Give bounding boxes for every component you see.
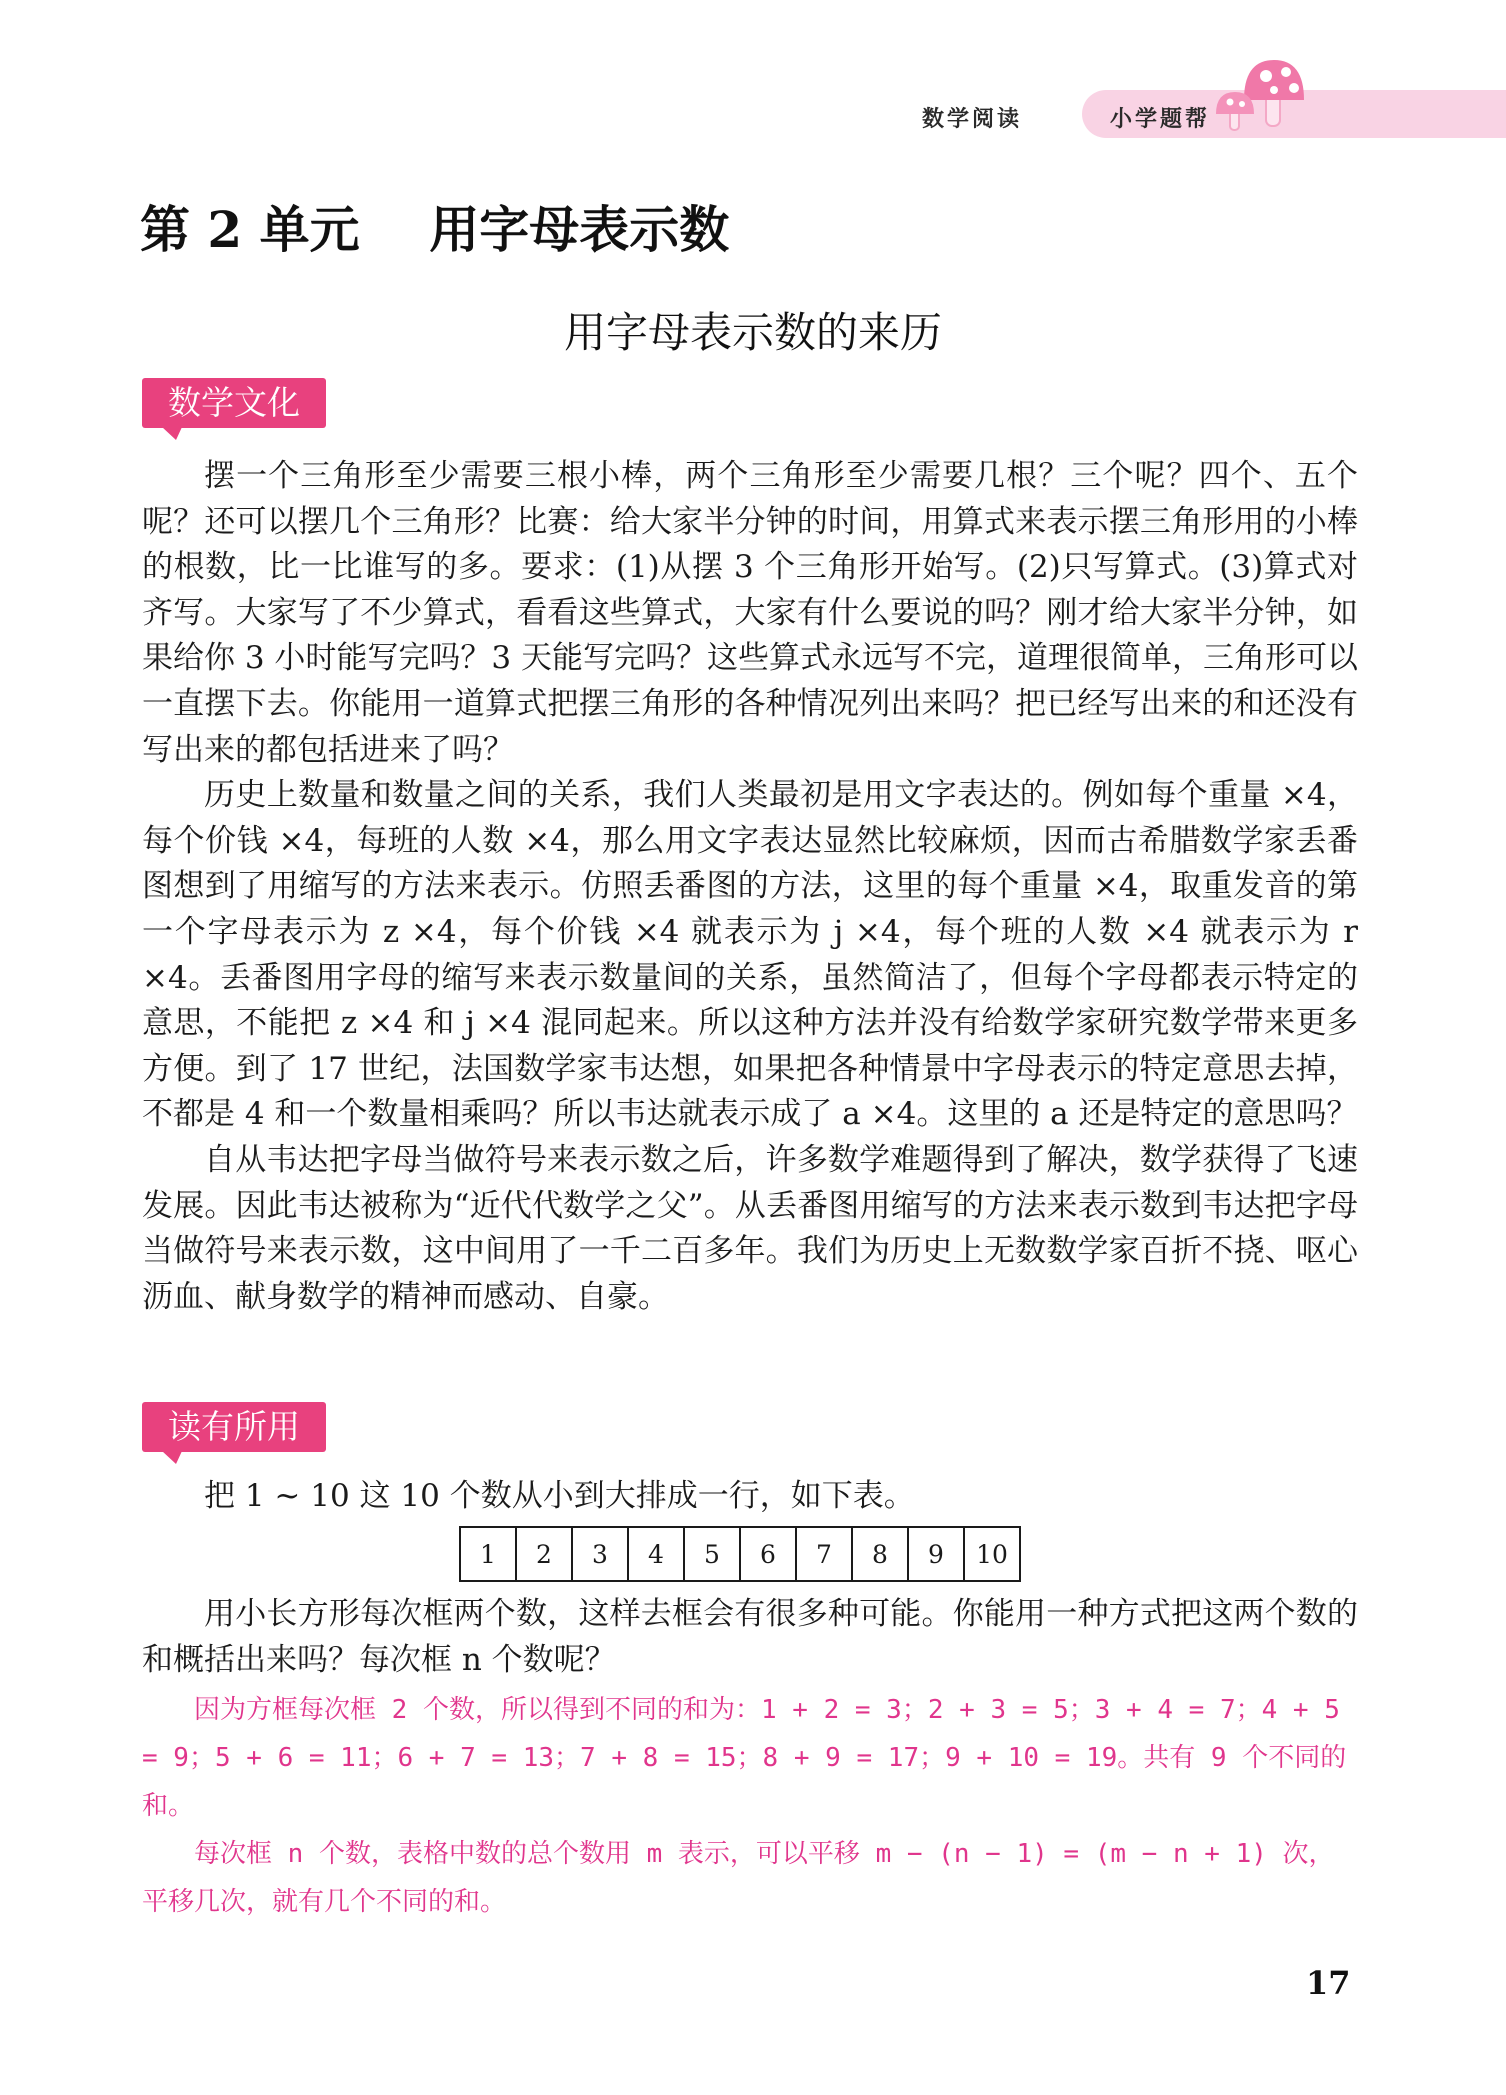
table-cell: 2 [516, 1527, 572, 1581]
table-cell: 7 [796, 1527, 852, 1581]
page-number: 17 [1306, 1964, 1351, 2002]
usage-intro: 把 1 ~ 10 这 10 个数从小到大排成一行，如下表。 [204, 1478, 915, 1514]
usage-question: 用小长方形每次框两个数，这样去框会有很多种可能。你能用一种方式把这两个数的和概括出来吗？每次框 n 个数呢？ [142, 1596, 1358, 1678]
culture-paragraph: 摆一个三角形至少需要三根小棒，两个三角形至少需要几根？三个呢？四个、五个呢？还可以摆几个三角形？比赛：给大家半分钟的时间，用算式来表示摆三角形用的小棒的根数，比一比谁写的多。要求：(1)从摆 3 个三角形开始写。(2)只写算式。(3)算式对齐写。大家写了不少算式，看看这些算式，大家有什么要说的吗？刚才给大家半分钟，如果给你 3 小时能写完吗？3 天能写完吗？这些算式永远写不完，道理很简单，三角形可以一直摆下去。你能用一道算式把摆三角形的各种情况列出来吗？把已经写出来的和还没有写出来的都包括进来了吗？ [142, 458, 1359, 768]
table-row [460, 1527, 1020, 1581]
header-tab-label: 小学题帮 [1110, 107, 1211, 132]
table-cell: 9 [908, 1527, 964, 1581]
culture-paragraph: 历史上数量和数量之间的关系，我们人类最初是用文字表达的。例如每个重量 ×4，每个价钱 ×4，每班的人数 ×4，那么用文字表达显然比较麻烦，因而古希腊数学家丢番图想到了用缩写的方法来表示。仿照丢番图的方法，这里的每个重量 ×4，取重发音的第一个字母表示为 z ×4，每个价钱 ×4 就表示为 j ×4，每个班的人数 ×4 就表示为 r ×4。丢番图用字母的缩写来表示数量间的关系，虽然简洁了，但每个字母都表示特定的意思，不能把 z ×4 和 j ×4 混同起来。所以这种方法并没有给数学家研究数学带来更多方便。到了 17 世纪，法国数学家韦达想，如果把各种情景中字母表示的特定意思去掉，不都是 4 和一个数量相乘吗？所以韦达就表示成了 a ×4。这里的 a 还是特定的意思吗？ [142, 777, 1358, 1133]
article-title: 用字母表示数的来历 [563, 308, 942, 357]
table-cell: 4 [628, 1527, 684, 1581]
usage-intro-block [142, 1474, 1358, 1520]
answer-block [142, 1686, 1358, 1926]
answer-paragraph: 因为方框每次框 2 个数，所以得到不同的和为：1 + 2 = 3；2 + 3 = 5；3 + 4 = 7；4 + 5 = 9；5 + 6 = 11；6 + 7 = 13；7 + 8 = 15；8 + 9 = 17；9 + 10 = 19。共有 9 个不同的和。 [142, 1695, 1347, 1821]
culture-body [142, 454, 1358, 1320]
usage-question-block [142, 1592, 1358, 1683]
table-cell: 6 [740, 1527, 796, 1581]
number-table [459, 1526, 1021, 1582]
table-cell: 10 [964, 1527, 1020, 1581]
mushroom-icon [1208, 52, 1318, 142]
section-label-culture: 数学文化 [142, 378, 326, 428]
culture-paragraph: 自从韦达把字母当做符号来表示数之后，许多数学难题得到了解决，数学获得了飞速发展。因此韦达被称为“近代代数学之父”。从丢番图用缩写的方法来表示数到韦达把字母当做符号来表示数，这中间用了一千二百多年。我们为历史上无数数学家百折不挠、呕心沥血、献身数学的精神而感动、自豪。 [142, 1141, 1358, 1315]
section-label-usage: 读有所用 [142, 1402, 326, 1452]
table-cell: 8 [852, 1527, 908, 1581]
table-cell: 3 [572, 1527, 628, 1581]
header-section-title: 数学阅读 [922, 107, 1023, 132]
table-cell: 1 [460, 1527, 516, 1581]
table-cell: 5 [684, 1527, 740, 1581]
unit-title: 第 2 单元 用字母表示数 [140, 200, 730, 259]
answer-paragraph: 每次框 n 个数，表格中数的总个数用 m 表示，可以平移 m − (n − 1) = (m − n + 1) 次，平移几次，就有几个不同的和。 [142, 1839, 1335, 1917]
